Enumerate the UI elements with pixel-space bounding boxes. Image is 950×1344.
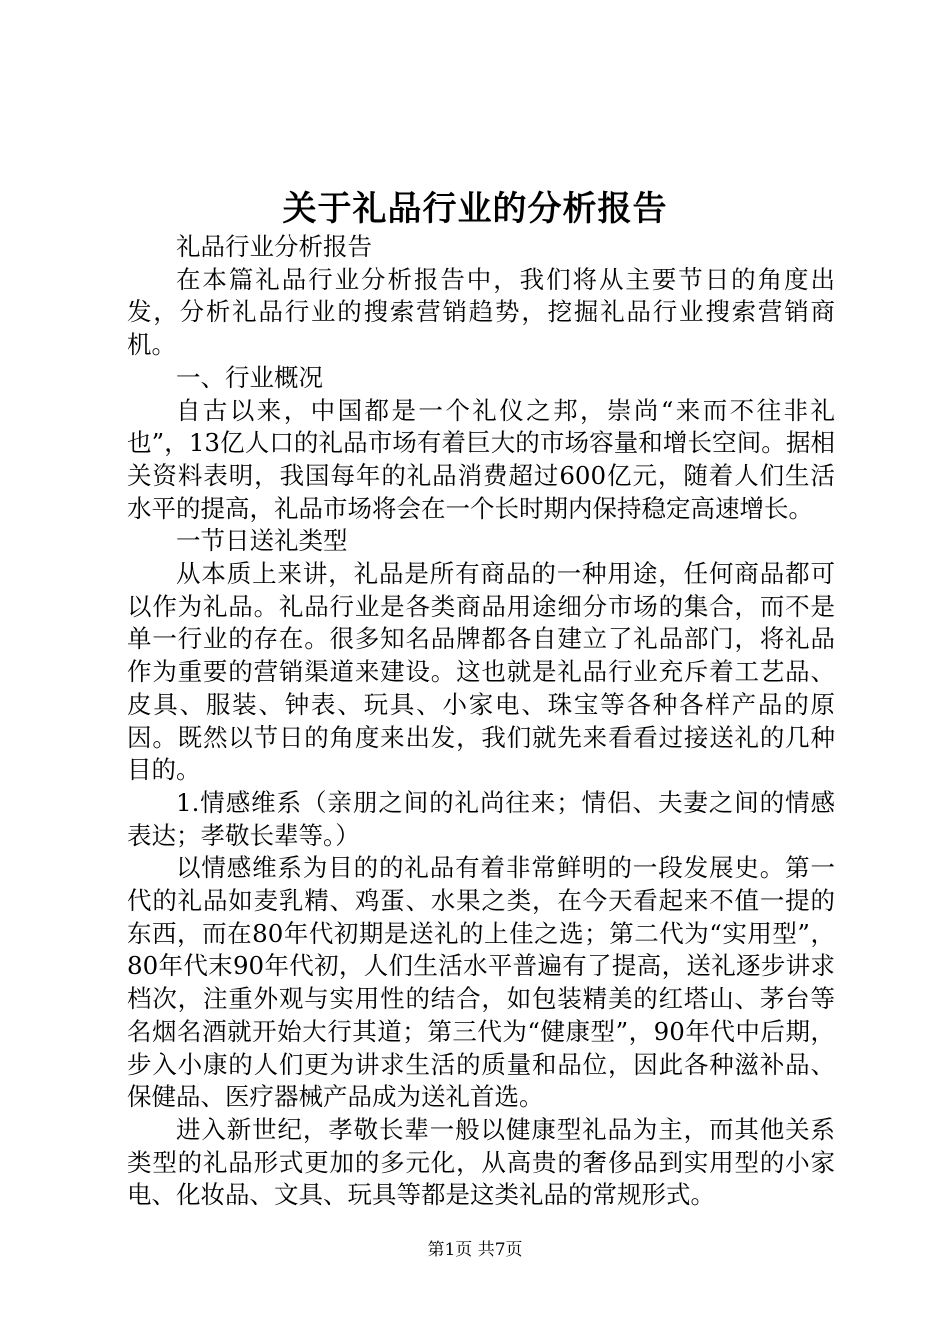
paragraph-subtitle: 礼品行业分析报告 — [176, 232, 372, 261]
document-title: 关于礼品行业的分析报告 — [282, 189, 668, 229]
paragraph-gift-history: 以情感维系为目的的礼品有着非常鲜明的一段发展史。第一代的礼品如麦乳精、鸡蛋、水果之类，在今天看起来不值一提的东西，而在80年代初期是送礼的上佳之选；第二代为“实用型”，80年代末90年代初，人们生活水平普遍有了提高，送礼逐步讲求档次，注重外观与实用性的结合，如包装精美的红塔山、茅台等名烟名酒就开始大行其道；第三代为“健康型”，90年代中后期，步入小康的人们更为讲求生活的质量和品位，因此各种滋补品、保健品、医疗器械产品成为送礼首选。 — [127, 853, 835, 1112]
paragraph-gift-nature: 从本质上来讲，礼品是所有商品的一种用途，任何商品都可以作为礼品。礼品行业是各类商品用途细分市场的集合，而不是单一行业的存在。很多知名品牌都各自建立了礼品部门，将礼品作为重要的营销渠道来建设。这也就是礼品行业充斥着工艺品、皮具、服装、钟表、玩具、小家电、珠宝等各种各样产品的原因。既然以节日的角度来出发，我们就先来看看过接送礼的几种目的。 — [127, 559, 835, 785]
list-item-emotional-bond: 1.情感维系（亲朋之间的礼尚往来；情侣、夫妻之间的情感表达；孝敬长辈等。） — [127, 787, 835, 850]
section-heading-overview: 一、行业概况 — [176, 362, 323, 392]
paragraph-new-century: 进入新世纪，孝敬长辈一般以健康型礼品为主，而其他关系类型的礼品形式更加的多元化，从高贵的奢侈品到实用型的小家电、化妆品、文具、玩具等都是这类礼品的常规形式。 — [127, 1114, 835, 1210]
paragraph-intro: 在本篇礼品行业分析报告中，我们将从主要节日的角度出发，分析礼品行业的搜索营销趋势，挖掘礼品行业搜索营销商机。 — [127, 264, 835, 360]
section-heading-holiday-gift-types: 一节日送礼类型 — [176, 526, 348, 556]
paragraph-overview: 自古以来，中国都是一个礼仪之邦，崇尚“来而不往非礼也”，13亿人口的礼品市场有着巨大的市场容量和增长空间。据相关资料表明，我国每年的礼品消费超过600亿元，随着人们生活水平的提高，礼品市场将会在一个长时期内保持稳定高速增长。 — [127, 395, 835, 523]
document-body — [127, 231, 835, 1212]
page-footer: 第1页 共7页 — [427, 1240, 523, 1260]
